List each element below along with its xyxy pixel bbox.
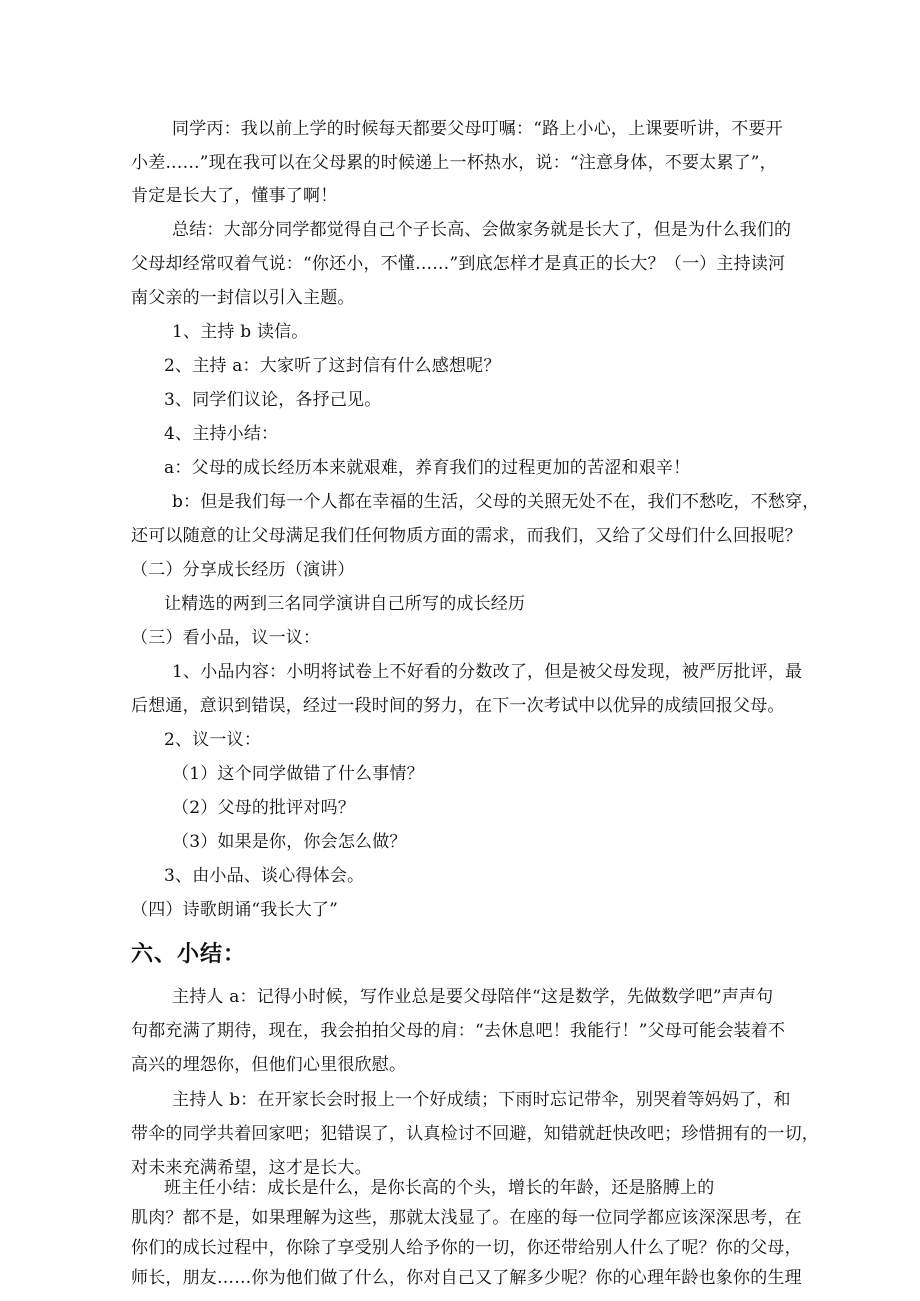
paragraph-line: 主持人 a：记得小时候，写作业总是要父母陪伴“这是数学，先做数学吧”声声句	[172, 987, 774, 1007]
list-item: 2、议一议：	[164, 730, 262, 750]
paragraph-line: 肌肉？都不是，如果理解为这些，那就太浅显了。在座的每一位同学都应该深深思考，在	[131, 1208, 802, 1228]
paragraph-line: 句都充满了期待，现在，我会拍拍父母的肩：“去休息吧！我能行！”父母可能会装着不	[131, 1021, 786, 1041]
summary-a: a：父母的成长经历本来就艰难，养育我们的过程更加的苦涩和艰辛！	[164, 458, 691, 478]
subsection-title: （二）分享成长经历（演讲）	[131, 560, 355, 580]
paragraph-line: 让精选的两到三名同学演讲自己所写的成长经历	[164, 594, 526, 614]
paragraph-line: 父母却经常叹着气说：“你还小，不懂……”到底怎样才是真正的长大？（一）主持读河	[131, 254, 786, 274]
question-item: （3）如果是你，你会怎么做？	[172, 832, 407, 852]
paragraph-line: 南父亲的一封信以引入主题。	[131, 288, 355, 308]
summary-b: b：但是我们每一个人都在幸福的生活，父母的关照无处不在，我们不愁吃，不愁穿，	[172, 492, 820, 512]
paragraph-line: 对未来充满希望，这才是长大。	[131, 1158, 372, 1178]
paragraph-line: 班主任小结：成长是什么，是你长高的个头，增长的年龄，还是胳膊上的	[164, 1178, 715, 1198]
paragraph-line: 同学丙：我以前上学的时候每天都要父母叮嘱：“路上小心，上课要听讲，不要开	[172, 119, 783, 139]
list-item: 3、由小品、谈心得体会。	[164, 866, 365, 886]
section-heading: 六、小结：	[131, 942, 247, 967]
paragraph-line: 小差……”现在我可以在父母累的时候递上一杯热水，说：“注意身体，不要太累了”，	[131, 153, 777, 173]
subsection-title: （三）看小品，议一议：	[131, 628, 321, 648]
question-item: （1）这个同学做错了什么事情？	[172, 764, 424, 784]
question-item: （2）父母的批评对吗？	[172, 798, 356, 818]
list-item: 4、主持小结：	[164, 424, 279, 444]
paragraph-line: 高兴的埋怨你，但他们心里很欣慰。	[131, 1055, 407, 1075]
list-item: 3、同学们议论，各抒己见。	[164, 390, 382, 410]
paragraph-line: 你们的成长过程中，你除了享受别人给予你的一切，你还带给别人什么了呢？你的父母，	[131, 1238, 802, 1258]
paragraph-line: 肯定是长大了，懂事了啊！	[131, 186, 338, 206]
list-item: 2、主持 a：大家听了这封信有什么感想呢？	[164, 356, 501, 376]
list-item: 1、主持 b 读信。	[172, 322, 309, 342]
list-item: 后想通，意识到错误，经过一段时间的努力，在下一次考试中以优异的成绩回报父母。	[131, 696, 785, 716]
paragraph-line: 主持人 b：在开家长会时报上一个好成绩；下雨时忘记带伞，别哭着等妈妈了，和	[172, 1090, 791, 1110]
list-item: 1、小品内容：小明将试卷上不好看的分数改了，但是被父母发现，被严厉批评，最	[172, 662, 803, 682]
subsection-title: （四）诗歌朗诵“我长大了”	[131, 900, 338, 920]
summary-b: 还可以随意的让父母满足我们任何物质方面的需求，而我们，又给了父母们什么回报呢？	[131, 526, 802, 546]
paragraph-line: 总结：大部分同学都觉得自己个子长高、会做家务就是长大了，但是为什么我们的	[172, 220, 792, 240]
paragraph-line: 师长，朋友……你为他们做了什么，你对自己又了解多少呢？你的心理年龄也象你的生理	[131, 1268, 802, 1288]
paragraph-line: 带伞的同学共着回家吧；犯错误了，认真检讨不回避，知错就赶快改吧；珍惜拥有的一切，	[131, 1124, 819, 1144]
